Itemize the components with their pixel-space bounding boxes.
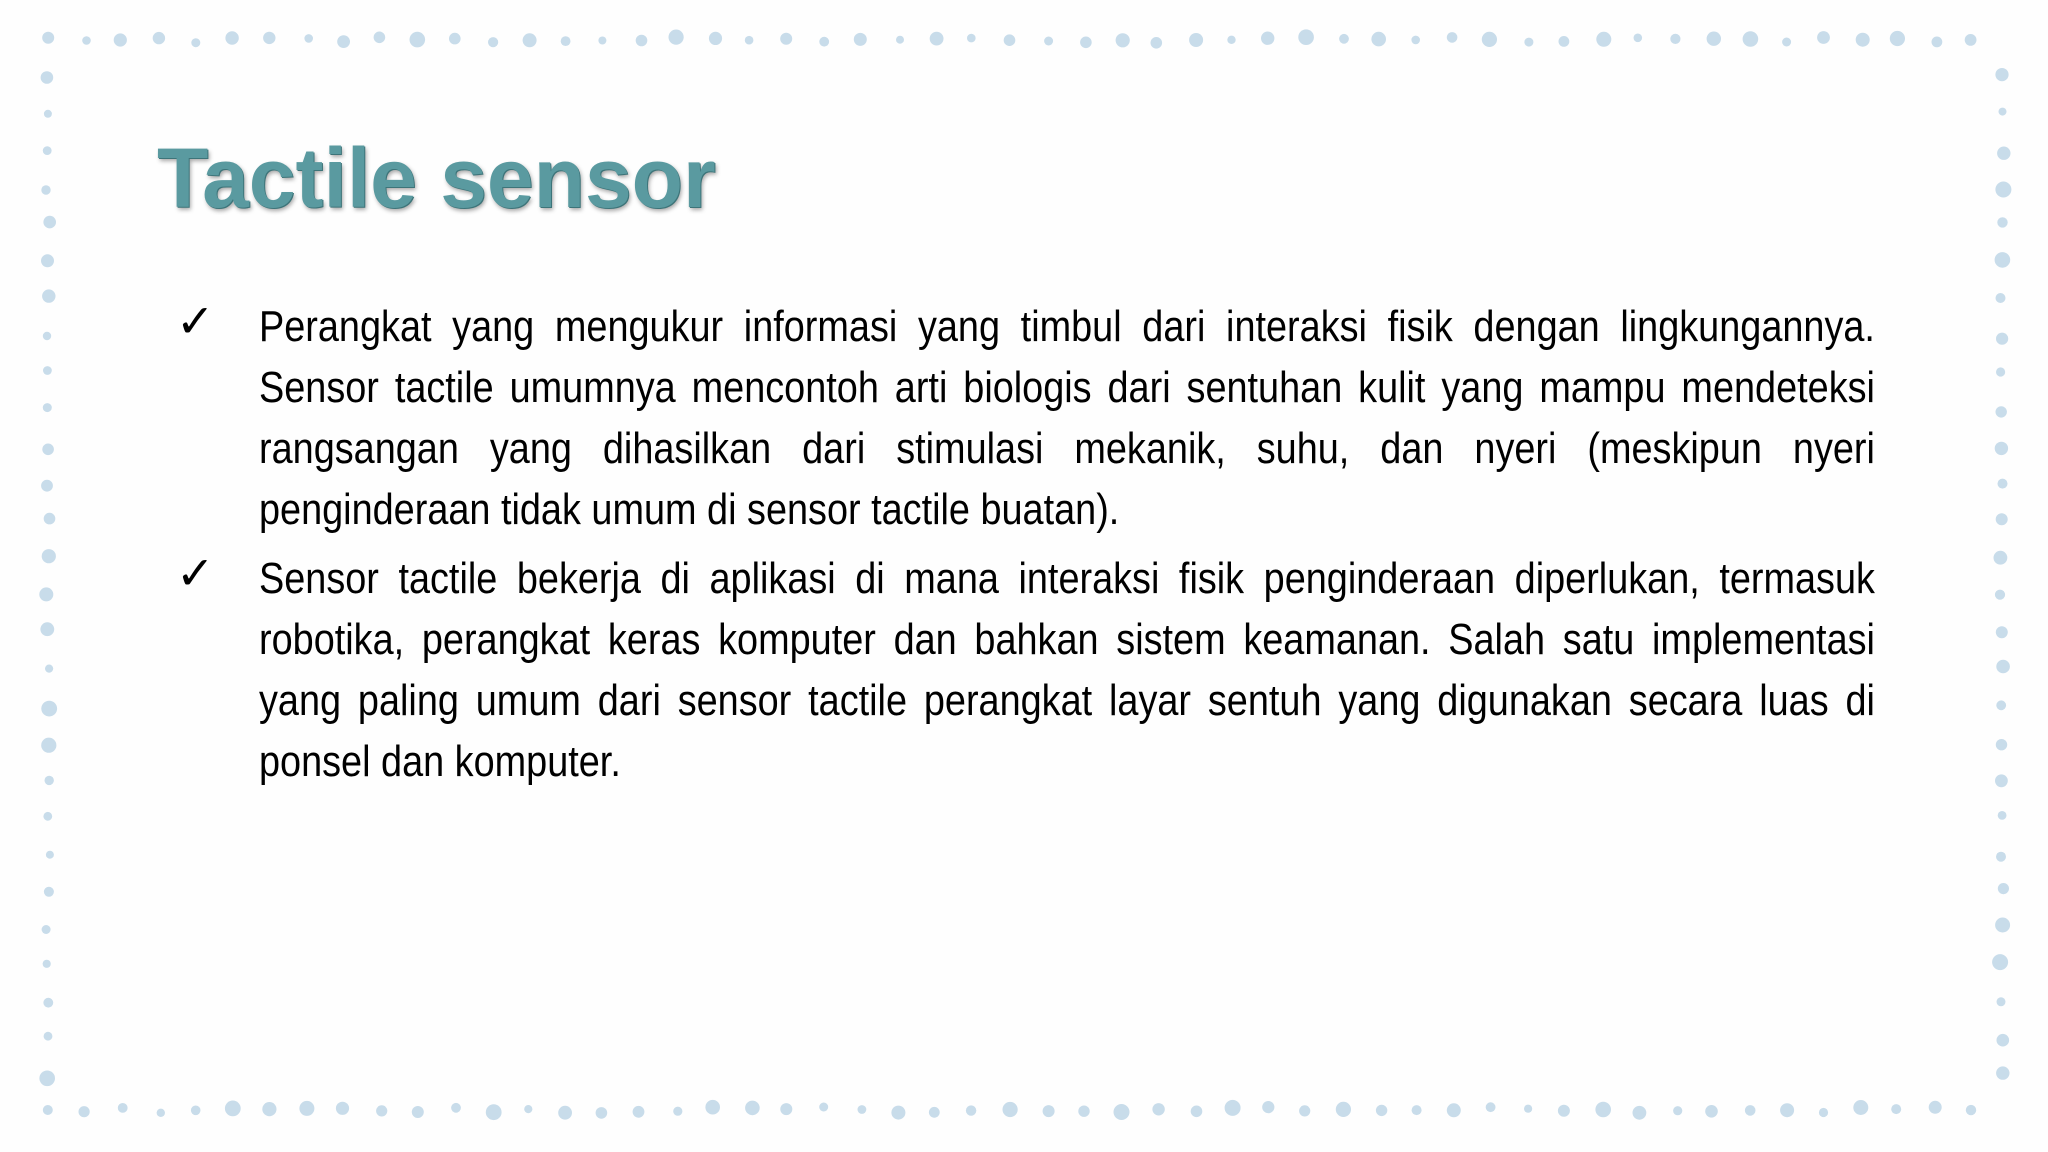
border-dot [705, 1100, 720, 1115]
border-dot [819, 1103, 828, 1112]
border-dot [709, 32, 722, 45]
border-dot [1995, 918, 2010, 933]
border-dot [225, 1101, 241, 1117]
border-dot [1339, 34, 1349, 44]
border-dot [1743, 31, 1759, 47]
border-dot [1745, 1105, 1756, 1116]
border-dot [42, 289, 55, 302]
border-dot [854, 33, 867, 46]
border-dot [79, 1106, 90, 1117]
border-dot [1995, 252, 2011, 268]
border-dot [636, 35, 648, 47]
border-dot [1152, 1103, 1164, 1115]
border-dot [1043, 1105, 1055, 1117]
border-dot [262, 1102, 276, 1116]
border-dot [1376, 1105, 1387, 1116]
border-dot [1299, 1105, 1310, 1116]
border-dot [1524, 38, 1533, 47]
border-dot [336, 1102, 349, 1115]
border-dot [1891, 1104, 1901, 1114]
border-dot [449, 33, 461, 45]
border-dot [43, 146, 52, 155]
border-dot [523, 33, 537, 47]
border-dot [1996, 333, 2008, 345]
border-dot [1044, 37, 1053, 46]
border-dot [673, 1107, 682, 1116]
border-dot [596, 1107, 608, 1119]
border-dot [1633, 1106, 1647, 1120]
border-dot [39, 587, 53, 601]
border-dot [1995, 774, 2008, 787]
border-dot [1995, 442, 2008, 455]
border-dot [44, 110, 52, 118]
border-dot [42, 549, 56, 563]
border-dot [780, 1103, 792, 1115]
border-dot [819, 37, 829, 47]
border-dot [1819, 1108, 1828, 1117]
border-dot [1482, 32, 1497, 47]
border-dot [40, 622, 54, 636]
border-dot [1996, 293, 2006, 303]
border-dot [1191, 1106, 1203, 1118]
border-dot [43, 403, 52, 412]
border-dot [41, 71, 54, 84]
border-dot [1996, 406, 2007, 417]
border-dot [41, 254, 54, 267]
bullet-text: Perangkat yang mengukur informasi yang timbul dari interaksi fisik dengan lingkungannya. Sensor tactile umumnya mencontoh arti biologis dari sentuhan kulit yang mampu mendeteksi rangsangan yang dihasilkan dari stimulasi mekanik, suhu, dan nyeri (meskipun nyeri penginderaan tidak umum di sensor tactile buatan). [259, 302, 1875, 534]
border-dot [45, 776, 54, 785]
border-dot [1670, 34, 1680, 44]
border-dot [1890, 31, 1905, 46]
border-dot [1298, 29, 1314, 45]
border-dot [488, 37, 498, 47]
border-dot [633, 1106, 645, 1118]
border-dot [1596, 32, 1611, 47]
border-dot [1705, 1105, 1718, 1118]
border-dot [1080, 37, 1092, 49]
bullet-item [176, 548, 1876, 792]
border-dot [1189, 33, 1203, 47]
border-dot [225, 31, 238, 44]
border-dot [1371, 32, 1386, 47]
border-dot [1151, 37, 1163, 49]
border-dot [374, 32, 386, 44]
border-dot [1634, 34, 1643, 43]
border-dot [1992, 954, 2008, 970]
border-dot [43, 216, 56, 229]
border-dot [43, 960, 51, 968]
border-dot [46, 851, 54, 859]
border-dot [1078, 1106, 1089, 1117]
border-dot [1998, 883, 2009, 894]
border-dot [1996, 513, 2008, 525]
border-dot [1707, 32, 1721, 46]
bullet-list [176, 296, 1876, 800]
border-dot [41, 701, 57, 717]
border-dot [45, 665, 53, 673]
border-dot [42, 925, 51, 934]
border-dot [1996, 626, 2008, 638]
border-dot [486, 1104, 502, 1120]
border-dot [157, 1109, 165, 1117]
border-dot [1996, 367, 2005, 376]
border-dot [1853, 1100, 1868, 1115]
border-dot [1996, 700, 2006, 710]
border-dot [82, 36, 91, 45]
border-dot [1998, 479, 2008, 489]
border-dot [153, 32, 165, 44]
slide-title: Tactile sensor [157, 131, 716, 225]
border-dot [1558, 1105, 1570, 1117]
border-dot [412, 1106, 424, 1118]
border-dot [44, 513, 56, 525]
border-dot [1412, 1105, 1422, 1115]
border-dot [44, 1032, 53, 1041]
border-dot [410, 32, 426, 48]
border-dot [44, 887, 54, 897]
border-dot [1486, 1102, 1496, 1112]
border-dot [858, 1105, 867, 1114]
check-mark-icon: ✓ [176, 294, 215, 348]
border-dot [745, 36, 754, 45]
border-dot [1995, 68, 2008, 81]
border-dot [1261, 32, 1274, 45]
border-dot [1856, 33, 1870, 47]
border-dot [191, 38, 200, 47]
border-dot [1997, 217, 2007, 227]
border-dot [1524, 1105, 1532, 1113]
border-dot [1262, 1101, 1274, 1113]
border-dot [114, 33, 127, 46]
border-dot [558, 1106, 572, 1120]
border-dot [1411, 36, 1420, 45]
border-dot [930, 32, 944, 46]
border-dot [41, 480, 53, 492]
border-dot [451, 1103, 461, 1113]
border-dot [1595, 1102, 1611, 1118]
border-dot [304, 34, 313, 43]
border-dot [1994, 551, 2008, 565]
border-dot [1817, 31, 1830, 44]
border-dot [1447, 1103, 1461, 1117]
border-dot [598, 37, 606, 45]
border-dot [669, 29, 684, 44]
border-dot [1116, 33, 1130, 47]
border-dot [967, 34, 976, 43]
border-dot [1966, 1105, 1976, 1115]
border-dot [1965, 34, 1977, 46]
border-dot [780, 33, 792, 45]
border-dot [376, 1105, 387, 1116]
border-dot [337, 35, 350, 48]
border-dot [1929, 1101, 1942, 1114]
border-dot [891, 1106, 905, 1120]
border-dot [966, 1105, 976, 1115]
border-dot [1447, 32, 1458, 43]
border-dot [299, 1101, 314, 1116]
border-dot [43, 366, 52, 375]
border-dot [1780, 1103, 1794, 1117]
border-dot [896, 36, 904, 44]
border-dot [1997, 147, 2010, 160]
border-dot [1336, 1102, 1351, 1117]
check-mark-icon: ✓ [176, 546, 215, 600]
border-dot [41, 738, 56, 753]
border-dot [1559, 36, 1570, 47]
border-dot [43, 332, 51, 340]
border-dot [1996, 660, 2010, 674]
border-dot [43, 998, 53, 1008]
border-dot [39, 1071, 55, 1087]
border-dot [1998, 811, 2007, 820]
border-dot [1996, 739, 2007, 750]
border-dot [1227, 36, 1235, 44]
border-dot [1673, 1106, 1682, 1115]
border-dot [1114, 1104, 1130, 1120]
bullet-text: Sensor tactile bekerja di aplikasi di mana interaksi fisik penginderaan diperlukan, termasuk robotika, perangkat keras komputer dan bahkan sistem keamanan. Salah satu implementasi yang paling umum dari sensor tactile perangkat layar sentuh yang digunakan secara luas di ponsel dan komputer. [259, 554, 1875, 786]
border-dot [118, 1103, 128, 1113]
border-dot [1004, 34, 1016, 46]
bullet-item [176, 296, 1876, 540]
border-dot [263, 32, 275, 44]
border-dot [43, 812, 52, 821]
border-dot [1999, 108, 2007, 116]
border-dot [929, 1107, 940, 1118]
border-dot [1995, 590, 2005, 600]
border-dot [1003, 1102, 1018, 1117]
border-dot [42, 32, 54, 44]
border-dot [1997, 997, 2006, 1006]
border-dot [1932, 37, 1943, 48]
border-dot [1997, 1034, 2010, 1047]
border-dot [1995, 182, 2011, 198]
border-dot [41, 185, 50, 194]
border-dot [1225, 1100, 1241, 1116]
border-dot [561, 36, 571, 46]
border-dot [745, 1101, 760, 1116]
border-dot [191, 1106, 201, 1116]
border-dot [1782, 38, 1791, 47]
border-dot [43, 1105, 53, 1115]
border-dot [1996, 852, 2006, 862]
border-dot [42, 444, 54, 456]
border-dot [524, 1105, 532, 1113]
border-dot [1996, 1066, 2009, 1079]
